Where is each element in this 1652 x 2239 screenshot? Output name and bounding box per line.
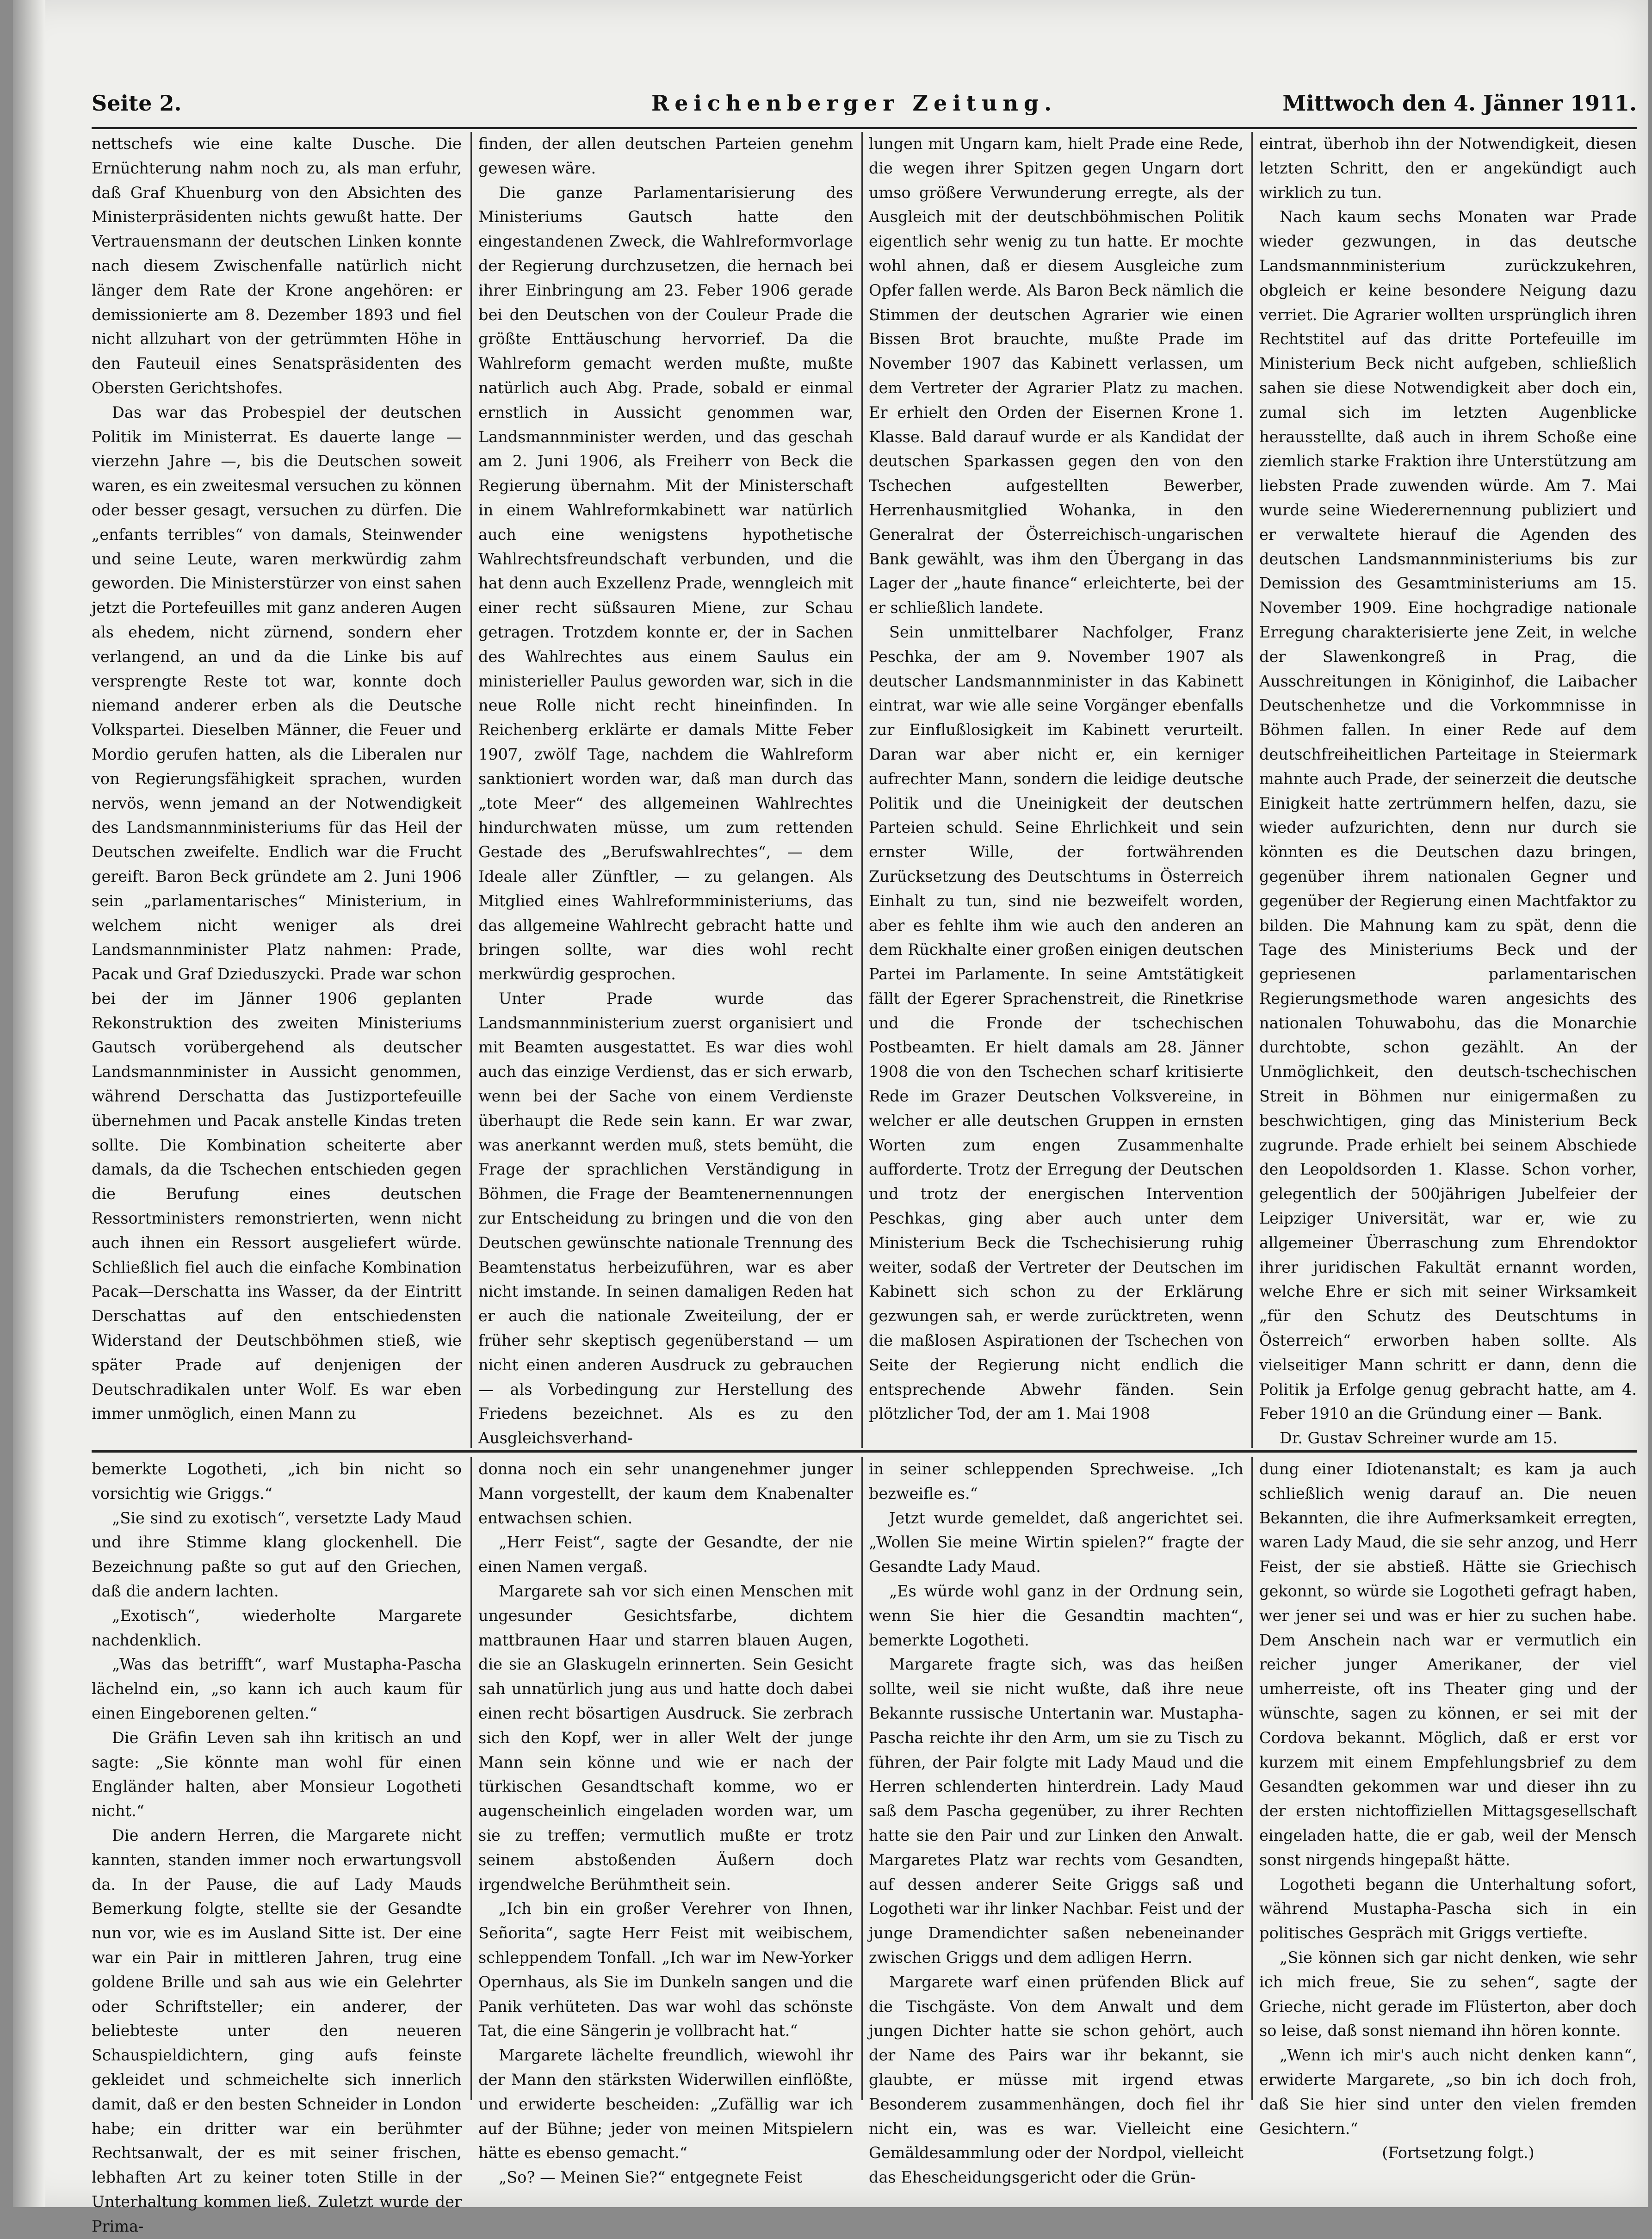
article-column-4	[1259, 132, 1637, 1448]
paragraph: „Es würde wohl ganz in der Ordnung sein, wenn Sie hier die Gesandtin machten“, bemerkte Logotheti.	[869, 1582, 1244, 1649]
paragraph: lungen mit Ungarn kam, hielt Prade eine Rede, die wegen ihrer Spitzen gegen Ungarn dort umso größere Verwunderung erregte, als der Ausgleich mit der deutschböhmischen Politik eigentlich sehr wenig zu tun hatte. Er mochte wohl ahnen, daß er diesem Ausgleiche zum Opfer fallen werde. Als Baron Beck nämlich die Stimmen der deutschen Agrarier wie einen Bissen Brot brauchte, mußte Prade im November 1907 das Kabinett verlassen, um dem Vertreter der Agrarier Platz zu machen. Er erhielt den Orden der Eisernen Krone 1. Klasse. Bald darauf wurde er als Kandidat der deutschen Sparkassen gegen den von den Tschechen aufgestellten Bewerber, Herrenhausmitglied Wohanka, in den Generalrat der Österreichisch-ungarischen Bank gewählt, was ihm den Übergang in das Lager der „haute finance“ erleichterte, bei der er schließlich landete.	[869, 135, 1244, 617]
novel-column-2	[478, 1457, 853, 2187]
paragraph: Die Gräfin Leven sah ihn kritisch an und sagte: „Sie könnte man wohl für einen Engländer halten, aber Monsieur Logotheti nicht.“	[92, 1728, 462, 1820]
paragraph: Das war das Probespiel der deutschen Politik im Ministerrat. Es dauerte lange — vierzehn Jahre —, bis die Deutschen soweit waren, es ein zweitesmal versuchen zu können oder besser gesagt, versuchen zu dürfen. Die „enfants terribles“ von damals, Steinwender und seine Leute, waren merkwürdig zahm geworden. Die Ministerstürzer von einst sahen jetzt die Portefeuilles mit ganz anderen Augen als ehedem, nicht zürnend, sondern eher verlangend, an und da die Linke bis auf versprengte Reste tot war, konnte doch niemand anderer erben als die Deutsche Volkspartei. Dieselben Männer, die Feuer und Mordio gerufen hatten, als die Liberalen nur von Regierungsfähigkeit sprachen, wurden nervös, wenn jemand an der Notwendigkeit des Landsmannministeriums für das Heil der Deutschen zweifelte. Endlich war die Frucht gereift. Baron Beck gründete am 2. Juni 1906 sein „parlamentarisches“ Ministerium, in welchem nicht weniger als drei Landsmannminister Platz nahmen: Prade, Pacak und Graf Dzieduszycki. Prade war schon bei der im Jänner 1906 geplanten Rekonstruktion des zweiten Ministeriums Gautsch vorübergehend als deutscher Landsmannminister in Aussicht genommen, während Derschatta das Justizportefeuille übernehmen und Pacak anstelle Kindas treten sollte. Die Kombination scheiterte aber damals, da die Tschechen entschieden gegen die Berufung eines deutschen Ressortministers remonstrierten, wenn nicht auch ihnen ein Ressort ausgeliefert würde. Schließlich fiel auch die einfache Kombination Pacak—Derschatta ins Wasser, da der Eintritt Derschattas auf den entschiedensten Widerstand der Deutschböhmen stieß, wie später Prade auf denjenigen der Deutschradikalen unter Wolf. Es war eben immer unmöglich, einen Mann zu	[92, 403, 462, 1423]
column-divider	[1251, 1457, 1253, 2100]
column-divider	[1251, 132, 1253, 1448]
page-binding-shadow	[13, 0, 45, 2207]
paragraph: Logotheti begann die Unterhaltung sofort, während Mustapha-Pascha sich in ein politisches Gespräch mit Griggs vertiefte.	[1259, 1875, 1637, 1942]
paragraph: Dr. Gustav Schreiner wurde am 15.	[1280, 1429, 1558, 1447]
paragraph: Jetzt wurde gemeldet, daß angerichtet sei. „Wollen Sie meine Wirtin spielen?“ fragte der Gesandte Lady Maud.	[869, 1509, 1244, 1576]
paragraph: „Ich bin ein großer Verehrer von Ihnen, Señorita“, sagte Herr Feist mit weibischem, schleppendem Tonfall. „Ich war im New-Yorker Opernhaus, als Sie im Dunkeln sangen und die Panik verhüteten. Das war wohl das schönste Tat, die eine Sängerin je vollbracht hat.“	[478, 1899, 853, 2040]
newspaper-page	[13, 0, 1648, 2235]
paragraph: „Was das betrifft“, warf Mustapha-Pascha lächelnd ein, „so kann ich auch kaum für einen Eingeborenen gelten.“	[92, 1655, 462, 1722]
page-number: Seite 2.	[92, 91, 182, 116]
paragraph: „Herr Feist“, sagte der Gesandte, der nie einen Namen vergaß.	[478, 1533, 853, 1576]
paragraph: finden, der allen deutschen Parteien genehm gewesen wäre.	[478, 135, 853, 177]
paragraph: Nach kaum sechs Monaten war Prade wieder gezwungen, in das deutsche Landsmannministerium zurückzukehren, obgleich er keine besondere Neigung dazu verriet. Die Agrarier wollten ursprünglich ihren Rechtstitel auf das dritte Portefeuille im Ministerium Beck nicht aufgeben, schließlich sahen sie diese Notwendigkeit aber doch ein, zumal sich im letzten Augenblicke herausstellte, daß auch in ihrem Schoße eine ziemlich starke Fraktion ihre Unterstützung am liebsten Prade zuwenden würde. Am 7. Mai wurde seine Wiederernennung publiziert und er verwaltete hierauf die Agenden des deutschen Landsmannministeriums bis zur Demission des Gesamtministeriums am 15. November 1909. Eine hochgradige nationale Erregung charakterisierte jene Zeit, in welche der Slawenkongreß in Prag, die Ausschreitungen in Königinhof, die Laibacher Deutschenhetze und die Vorkommnisse in Böhmen fallen. In einer Rede auf dem deutschfreiheitlichen Parteitage in Steiermark mahnte auch Prade, der seinerzeit die deutsche Einigkeit hatte zertrümmern helfen, dazu, sie wieder aufzurichten, denn nur durch sie könnten es die Deutschen dazu bringen, gegenüber ihrem nationalen Gegner und gegenüber der Regierung einen Machtfaktor zu bilden. Die Mahnung kam zu spät, denn die Tage des Ministeriums Beck und der gepriesenen parlamentarischen Regierungsmethode waren angesichts des nationalen Tohuwabohu, das die Monarchie durchtobte, schon gezählt. An der Unmöglichkeit, den deutsch-tschechischen Streit in Böhmen nur einigermaßen zu beschwichtigen, ging das Ministerium Beck zugrunde. Prade erhielt bei seinem Abschiede den Leopoldsorden 1. Klasse. Schon vorher, gelegentlich der 500jährigen Jubelfeier der Leipziger Universität, war er, wie zu allgemeiner Überraschung zum Ehrendoktor ihrer juridischen Fakultät ernannt worden, welche Ehre er sich mit seiner Wirksamkeit „für den Schutz des Deutschtums in Österreich“ erworben haben sollte. Als vielseitiger Mann schritt er dann, denn die Politik ja Erfolge genug gebracht hatte, am 4. Feber 1910 an die Gründung einer — Bank.	[1259, 208, 1637, 1423]
novel-column-3	[869, 1457, 1244, 2187]
header-rule	[92, 127, 1637, 129]
article-column-3	[869, 132, 1244, 1448]
newspaper-title: Reichenberger Zeitung.	[651, 91, 1058, 116]
paragraph: „So? — Meinen Sie?“ entgegnete Feist	[499, 2168, 803, 2187]
paragraph: bemerkte Logotheti, „ich bin nicht so vorsichtig wie Griggs.“	[92, 1460, 462, 1503]
novel-column-4	[1259, 1457, 1637, 2162]
paragraph: dung einer Idiotenanstalt; es kam ja auch schließlich wenig darauf an. Die neuen Bekannten, die ihre Aufmerksamkeit erregten, waren Lady Maud, die sie sehr anzog, und Herr Feist, der sie abstieß. Hätte sie Griechisch gekonnt, so würde sie Logotheti gefragt haben, wer jener sei und was er hier zu suchen habe. Dem Anschein nach war er vermutlich ein reicher junger Amerikaner, der viel umherreiste, oft ins Theater ging und der wünschte, sagen zu können, er sei mit der Cordova bekannt. Möglich, daß er erst vor kurzem mit einem Empfehlungsbrief zu dem Gesandten gekommen war und dieser ihn zu der ersten nichtoffiziellen Mittagsgesellschaft eingeladen hatte, die er gab, weil der Mensch sonst nirgends hingepaßt hätte.	[1259, 1460, 1637, 1869]
paragraph: nettschefs wie eine kalte Dusche. Die Ernüchterung nahm noch zu, als man erfuhr, daß Graf Khuenburg von den Absichten des Ministerpräsidenten nichts gewußt hatte. Der Vertrauensmann der deutschen Linken konnte nach diesem Zwischenfalle natürlich nicht länger dem Rate der Krone angehören: er demissionierte am 8. Dezember 1893 und fiel nicht allzuhart von der getrümmten Höhe in den Fauteuil eines Senatspräsidenten des Obersten Gerichtshofes.	[92, 135, 462, 397]
feuilleton-rule	[92, 1450, 1637, 1453]
paragraph: Die ganze Parlamentarisierung des Ministeriums Gautsch hatte den eingestandenen Zweck, die Wahlreformvorlage der Regierung durchzusetzen, die hernach bei ihrer Einbringung am 23. Feber 1906 gerade bei den Deutschen von der Couleur Prade die größte Enttäuschung hervorrief. Da die Wahlreform gemacht werden mußte, mußte natürlich auch Abg. Prade, sobald er einmal ernstlich in Aussicht genommen war, Landsmannminister werden, und das geschah am 2. Juni 1906, als Freiherr von Beck die Regierung übernahm. Mit der Ministerschaft in einem Wahlreformkabinett war natürlich auch eine wenigstens hypothetische Wahlrechtsfreundschaft verbunden, und die hat denn auch Exzellenz Prade, wenngleich mit einer recht süßsauren Miene, zur Schau getragen. Trotzdem konnte er, der in Sachen des Wahlrechtes aus einem Saulus ein ministerieller Paulus geworden war, sich in die neue Rolle nicht recht hineinfinden. In Reichenberg erklärte er damals Mitte Feber 1907, zwölf Tage, nachdem die Wahlreform sanktioniert worden war, daß man durch das „tote Meer“ des allgemeinen Wahlrechtes hindurchwaten müsse, um zum rettenden Gestade des „Berufswahlrechtes“, — dem Ideale aller Zünftler, — zu gelangen. Als Mitglied eines Wahlreformministeriums, das das allgemeine Wahlrecht gebracht hatte und bringen sollte, war dies wohl recht merkwürdig gesprochen.	[478, 183, 853, 983]
paragraph: „Wenn ich mir's auch nicht denken kann“, erwiderte Margarete, „so bin ich doch froh, daß Sie hier sind unter den vielen fremden Gesichtern.“	[1259, 2046, 1637, 2138]
paragraph: eintrat, überhob ihn der Notwendigkeit, diesen letzten Schritt, den er angekündigt auch wirklich zu tun.	[1259, 135, 1637, 202]
paragraph: „Sie sind zu exotisch“, versetzte Lady Maud und ihre Stimme klang glockenhell. Die Bezeichnung paßte so gut auf den Griechen, daß die andern lachten.	[92, 1509, 462, 1600]
column-divider	[470, 1457, 472, 2100]
novel-column-1	[92, 1457, 462, 2235]
page-header	[92, 91, 1637, 128]
paragraph: Margarete warf einen prüfenden Blick auf die Tischgäste. Von dem Anwalt und dem jungen Dichter hatte sie schon gehört, auch der Name des Pairs war ihr bekannt, sie glaubte, er müsse mit irgend etwas Besonderem zusammenhängen, doch fiel ihr nicht ein, was es war. Vielleicht eine Gemäldesammlung oder der Nordpol, vielleicht das Ehescheidungsgericht oder die Grün-	[869, 1973, 1244, 2187]
paragraph: Unter Prade wurde das Landsmannministerium zuerst organisiert und mit Beamten ausgestattet. Es war dies wohl auch das einzige Verdienst, das er sich erwarb, wenn bei der Sache von einem Verdienste überhaupt die Rede sein kann. Er war zwar, was anerkannt werden muß, stets bemüht, die Frage der sprachlichen Verständigung in Böhmen, die Frage der Beamtenernennungen zur Entscheidung zu bringen und die von den Deutschen gewünschte nationale Trennung des Beamtenstatus herbeizuführen, war es aber nicht imstande. In seinen damaligen Reden hat er auch die nationale Zweiteilung, der er früher sehr skeptisch gegenüberstand — um nicht einen anderen Ausdruck zu gebrauchen — als Vorbedingung zur Herstellung des Friedens bezeichnet. Als es zu den Ausgleichsverhand-	[478, 989, 853, 1447]
paragraph: in seiner schleppenden Sprechweise. „Ich bezweifle es.“	[869, 1460, 1244, 1503]
paragraph: Die andern Herren, die Margarete nicht kannten, standen immer noch erwartungsvoll da. In der Pause, die auf Lady Mauds Bemerkung folgte, stellte sie der Gesandte nun vor, wie es im Ausland Sitte ist. Der eine war ein Pair in mittleren Jahren, trug eine goldene Brille und sah aus wie ein Gelehrter oder Schriftsteller; ein anderer, der beliebteste unter den neueren Schauspieldichtern, ging aufs feinste gekleidet und schmeichelte sich innerlich damit, daß er den besten Schneider in London habe; ein dritter war ein berühmter Rechtsanwalt, der es mit seiner frischen, lebhaften Art zu keiner toten Stille in der Unterhaltung kommen ließ. Zuletzt wurde der Prima-	[92, 1826, 462, 2235]
paragraph: „Exotisch“, wiederholte Margarete nachdenklich.	[92, 1606, 462, 1649]
paragraph: Margarete sah vor sich einen Menschen mit ungesunder Gesichtsfarbe, dichtem mattbraunen Haar und starren blauen Augen, die sie an Glaskugeln erinnerten. Sein Gesicht sah unnatürlich jung aus und hatte doch dabei einen recht bösartigen Ausdruck. Sie zerbrach sich den Kopf, wer in aller Welt der junge Mann sein könne und wie er nach der türkischen Gesandtschaft komme, wo er augenscheinlich eingeladen worden war, um sie zu treffen; vermutlich mußte er trotz seinem abstoßenden Äußern doch irgendwelche Berühmtheit sein.	[478, 1582, 853, 1893]
issue-date: Mittwoch den 4. Jänner 1911.	[1282, 91, 1637, 116]
paragraph: „Sie können sich gar nicht denken, wie sehr ich mich freue, Sie zu sehen“, sagte der Grieche, nicht gerade im Flüsterton, aber doch so leise, daß sonst niemand ihn hören konnte.	[1259, 1948, 1637, 2040]
article-column-2	[478, 132, 853, 1448]
paragraph: (Fortsetzung folgt.)	[1382, 2144, 1534, 2162]
column-divider	[861, 132, 863, 1448]
paragraph: Sein unmittelbarer Nachfolger, Franz Peschka, der am 9. November 1907 als deutscher Landsmannminister in das Kabinett eintrat, war wie alle seine Vorgänger ebenfalls zur Einflußlosigkeit im Kabinett verurteilt. Daran war aber nicht er, ein kerniger aufrechter Mann, sondern die leidige deutsche Politik und die Uneinigkeit der deutschen Parteien schuld. Seine Ehrlichkeit und sein ernster Wille, der fortwährenden Zurücksetzung des Deutschtums in Österreich Einhalt zu tun, sind nie bezweifelt worden, aber es fehlte ihm wie auch den anderen an dem Rückhalte einer großen einigen deutschen Partei im Parlamente. In seine Amtstätigkeit fällt der Egerer Sprachenstreit, die Rinetkrise und die Fronde der tschechischen Postbeamten. Er hielt damals am 28. Jänner 1908 die von den Tschechen scharf kritisierte Rede im Grazer Deutschen Volksvereine, in welcher er alle deutschen Gruppen in ernsten Worten zum engen Zusammenhalte aufforderte. Trotz der Erregung der Deutschen und trotz der energischen Intervention Peschkas, ging aber auch unter dem Ministerium Beck die Tschechisierung ruhig weiter, sodaß der Vertreter der Deutschen im Kabinett sich schon zu der Erklärung gezwungen sah, er werde zurücktreten, wenn die maßlosen Aspirationen der Tschechen von Seite der Regierung nicht endlich die entsprechende Abwehr fänden. Sein plötzlicher Tod, der am 1. Mai 1908	[869, 623, 1244, 1423]
article-column-1	[92, 132, 462, 1448]
column-divider	[861, 1457, 863, 2100]
paragraph: Margarete fragte sich, was das heißen sollte, weil sie nicht wußte, daß ihre neue Bekannte russische Untertanin war. Mustapha-Pascha reichte ihr den Arm, um sie zu Tisch zu führen, der Pair folgte mit Lady Maud und die Herren schlenderten hinterdrein. Lady Maud saß dem Pascha gegenüber, zu ihrer Rechten hatte sie den Pair und zur Linken den Anwalt. Margaretes Platz war rechts vom Gesandten, auf dessen anderer Seite Griggs saß und Logotheti war ihr linker Nachbar. Feist und der junge Dramendichter saßen nebeneinander zwischen Griggs und dem adligen Herrn.	[869, 1655, 1244, 1967]
column-divider	[470, 132, 472, 1448]
paragraph: Margarete lächelte freundlich, wiewohl ihr der Mann den stärksten Widerwillen einflößte, und erwiderte bescheiden: „Zufällig war ich auf der Bühne; jeder von meinen Mitspielern hätte es ebenso gemacht.“	[478, 2046, 853, 2162]
paragraph: donna noch ein sehr unangenehmer junger Mann vorgestellt, der kaum dem Knabenalter entwachsen schien.	[478, 1460, 853, 1527]
